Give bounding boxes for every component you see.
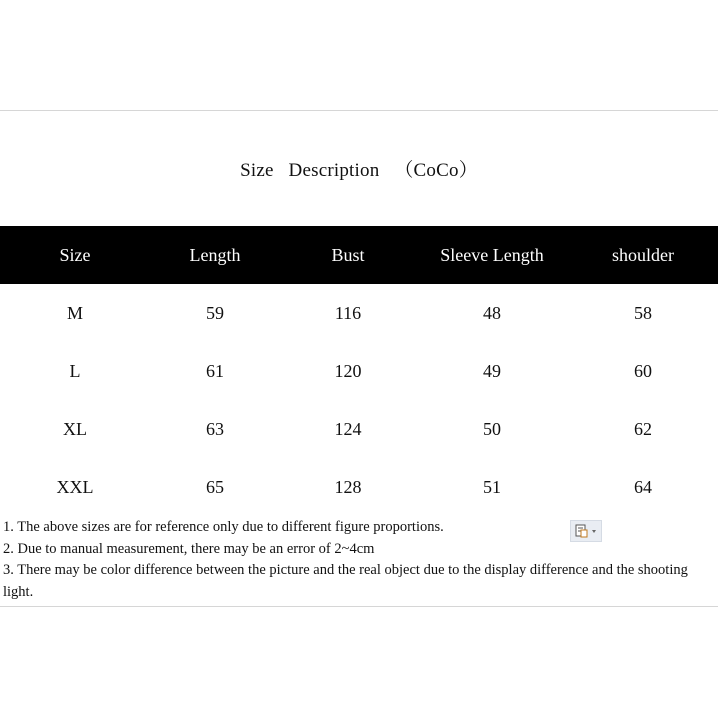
- table-row: [0, 342, 718, 400]
- table-row: [0, 400, 718, 458]
- notes: [3, 517, 703, 603]
- header-length: Length: [189, 244, 241, 265]
- cell-size: M: [66, 302, 83, 323]
- header-shoulder: shoulder: [612, 244, 674, 265]
- cell-shoulder: 64: [634, 476, 652, 497]
- page-title: Size Description （CoCo）: [240, 160, 478, 181]
- bottom-divider: [0, 606, 718, 607]
- cell-shoulder: 58: [634, 302, 652, 323]
- note-3: 3. There may be color difference between the picture and the real object due to the display difference and the shooting light.: [3, 562, 688, 600]
- cell-sleeve-length: 49: [483, 360, 501, 381]
- cell-length: 65: [206, 476, 224, 497]
- cell-sleeve-length: 51: [483, 476, 501, 497]
- cell-length: 63: [206, 418, 224, 439]
- cell-sleeve-length: 50: [483, 418, 501, 439]
- cell-size: XXL: [56, 476, 94, 497]
- top-divider: [0, 110, 718, 111]
- cell-bust: 124: [334, 418, 362, 439]
- size-table: [0, 226, 718, 516]
- cell-size: XL: [63, 418, 87, 439]
- header-bust: Bust: [331, 244, 365, 265]
- note-2: 2. Due to manual measurement, there may be an error of 2~4cm: [3, 540, 375, 557]
- cell-shoulder: 62: [634, 418, 652, 439]
- table-header-row: [0, 226, 718, 284]
- cell-length: 59: [206, 302, 224, 323]
- header-size: Size: [59, 244, 91, 265]
- cell-shoulder: 60: [634, 360, 652, 381]
- cell-bust: 116: [334, 302, 362, 323]
- cell-length: 61: [206, 360, 224, 381]
- cell-sleeve-length: 48: [483, 302, 501, 323]
- cell-size: L: [69, 360, 81, 381]
- table-row: [0, 284, 718, 342]
- note-1: 1. The above sizes are for reference only due to different figure proportions.: [3, 519, 444, 535]
- table-row: [0, 458, 718, 516]
- cell-bust: 128: [334, 476, 362, 497]
- cell-bust: 120: [334, 360, 362, 381]
- header-sleeve-length: Sleeve Length: [440, 244, 544, 265]
